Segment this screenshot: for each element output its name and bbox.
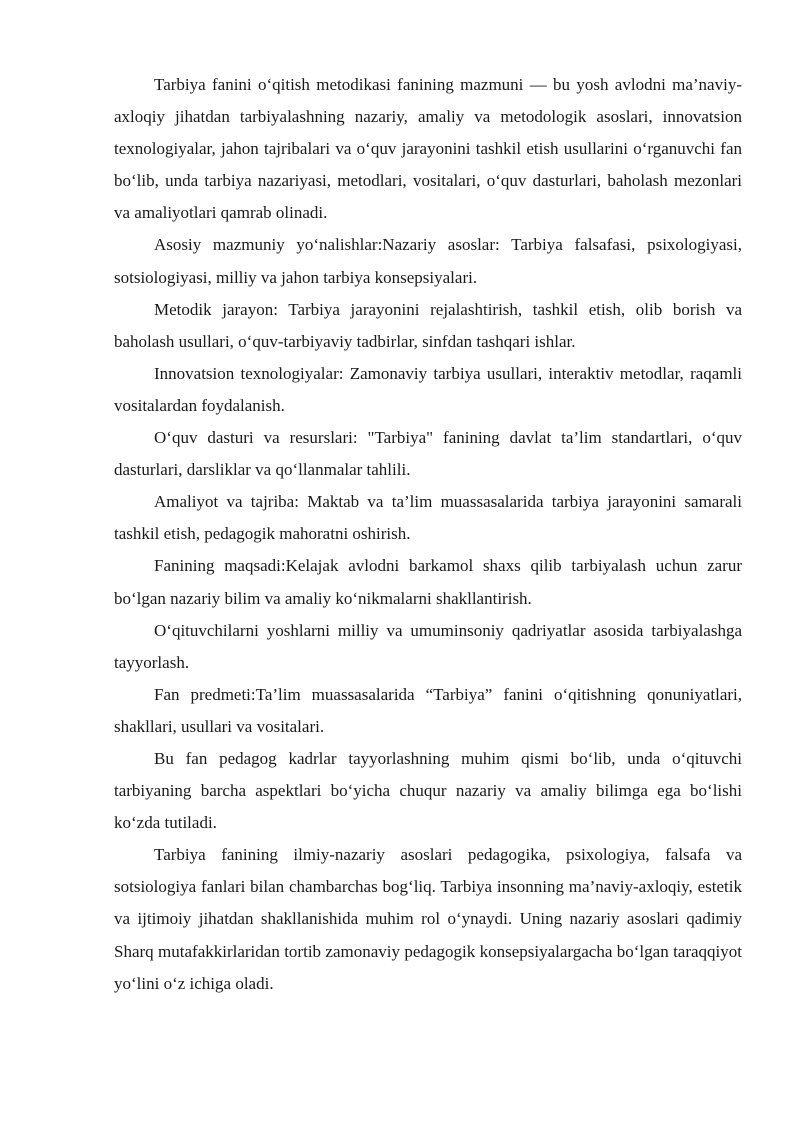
paragraph-8: O‘qituvchilarni yoshlarni milliy va umuminsoniy qadriyatlar asosida tarbiyalashga tayyorlash.: [114, 620, 742, 672]
paragraph-6: Amaliyot va tajriba: Maktab va ta’lim muassasalarida tarbiya jarayonini samarali tashkil etish, pedagogik mahoratni oshirish.: [114, 492, 742, 544]
paragraph-10: Bu fan pedagog kadrlar tayyorlashning muhim qismi bo‘lib, unda o‘qituvchi tarbiyaning barcha aspektlari bo‘yicha chuqur nazariy va amaliy bilimga ega bo‘lishi ko‘zda tutiladi.: [114, 748, 742, 833]
paragraph-5: O‘quv dasturi va resurslari: "Tarbiya" fanining davlat ta’lim standartlari, o‘quv dasturlari, darsliklar va qo‘llanmalar tahlili.: [114, 428, 742, 480]
paragraph-2: Asosiy mazmuniy yo‘nalishlar:Nazariy asoslar: Tarbiya falsafasi, psixologiyasi, sotsiologiyasi, milliy va jahon tarbiya konsepsiyalari.: [114, 235, 742, 287]
paragraph-1: Tarbiya fanini o‘qitish metodikasi fanining mazmuni — bu yosh avlodni ma’naviy-axloqiy jihatdan tarbiyalashning nazariy, amaliy va metodologik asoslari, innovatsion texnologiyalar, jahon tajribalari va o‘quv jarayonini tashkil etish usullarini o‘rganuvchi fan bo‘lib, unda tarbiya nazariyasi, metodlari, vositalari, o‘quv dasturlari, baholash mezonlari va amaliyotlari qamrab olinadi.: [114, 75, 742, 223]
document-page: [114, 69, 742, 1000]
paragraph-7: Fanining maqsadi:Kelajak avlodni barkamol shaxs qilib tarbiyalash uchun zarur bo‘lgan nazariy bilim va amaliy ko‘nikmalarni shakllantirish.: [114, 556, 742, 608]
paragraph-4: Innovatsion texnologiyalar: Zamonaviy tarbiya usullari, interaktiv metodlar, raqamli vositalardan foydalanish.: [114, 363, 742, 415]
paragraph-11: Tarbiya fanining ilmiy-nazariy asoslari pedagogika, psixologiya, falsafa va sotsiologiya fanlari bilan chambarchas bog‘liq. Tarbiya insonning ma’naviy-axloqiy, estetik va ijtimoiy jihatdan shakllanishida muhim rol o‘ynaydi. Uning nazariy asoslari qadimiy Sharq mutafakkirlaridan tortib zamonaviy pedagogik konsepsiyalargacha bo‘lgan taraqqiyot yo‘lini o‘z ichiga oladi.: [114, 845, 742, 993]
paragraph-3: Metodik jarayon: Tarbiya jarayonini rejalashtirish, tashkil etish, olib borish va baholash usullari, o‘quv-tarbiyaviy tadbirlar, sinfdan tashqari ishlar.: [114, 299, 742, 351]
paragraph-9: Fan predmeti:Ta’lim muassasalarida “Tarbiya” fanini o‘qitishning qonuniyatlari, shakllari, usullari va vositalari.: [114, 684, 742, 736]
